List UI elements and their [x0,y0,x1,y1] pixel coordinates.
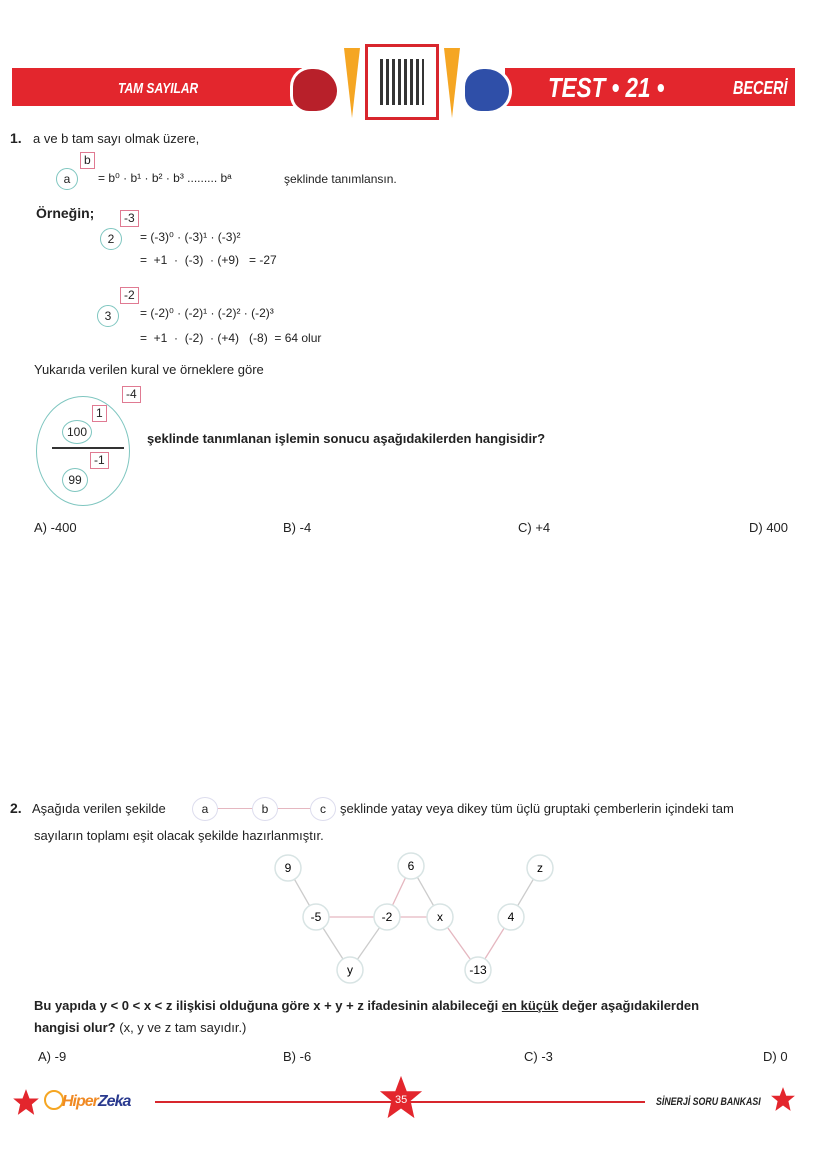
diagram-node [498,904,524,930]
expr-num-exp: 1 [92,405,107,422]
brand-name-b: Zeka [97,1093,131,1110]
q1-option-a[interactable]: A) -400 [34,520,77,535]
expr-den-exp: -1 [90,452,109,469]
rule-text: Yukarıda verilen kural ve örneklere göre [34,362,264,377]
diagram-node-label: x [437,910,443,924]
q2-intro-line2: sayıların toplamı eşit olacak şekilde hazırlanmıştır. [34,828,324,843]
ex2-line2: = +1 · (-2) · (+4) (-8) = 64 olur [140,331,322,345]
q2-intro-post: şeklinde yatay veya dikey tüm üçlü gruptaki çemberlerin içindeki tam [340,801,734,816]
test-type: BECERİ [733,78,788,98]
diagram-node [374,904,400,930]
series-title: SİNERJİ SORU BANKASI [656,1096,761,1108]
q2-question-line2: hangisi olur? [34,1020,116,1035]
example-label: Örneğin; [36,205,95,221]
q1-number: 1. [10,130,22,146]
def-tail: şeklinde tanımlansın. [284,172,397,186]
diagram-node [337,957,363,983]
chain-node-a: a [192,797,218,821]
def-rhs: = b⁰ · b¹ · b² · b³ ......... bᵃ [98,171,232,185]
brand-logo-icon [44,1090,64,1110]
q2-question-post: değer aşağıdakilerden [561,998,700,1013]
ex2-exp: -2 [120,287,139,304]
q2-question-line2-row [34,1020,246,1035]
chain-node-b: b [252,797,278,821]
diagram-node [398,853,424,879]
expr-outer-exp: -4 [122,386,141,403]
brand-name-a: Hiper [62,1093,98,1110]
diagram-node [465,957,491,983]
q1-option-d[interactable]: D) 400 [749,520,789,535]
q2-question [34,998,699,1013]
q2-number: 2. [10,800,22,816]
chain-node-c: c [310,797,336,821]
diagram-node [303,904,329,930]
diagram-node [427,904,453,930]
diagram-node [527,855,553,881]
diagram-node-label: 6 [407,859,415,873]
ex2-line1: = (-2)⁰ · (-2)¹ · (-2)² · (-2)³ [140,306,274,320]
topic-title: TAM SAYILAR [118,80,199,97]
diagram-node-label: 9 [284,861,292,875]
q2-option-d[interactable]: D) 0 [763,1049,788,1064]
ex2-base: 3 [97,305,119,327]
q2-intro-pre: Aşağıda verilen şekilde [32,801,166,816]
expr-num-base: 100 [62,420,92,444]
diagram-node [275,855,301,881]
q1-option-b[interactable]: B) -4 [283,520,312,535]
diagram-node-label: -2 [381,910,393,924]
q1-question: şeklinde tanımlanan işlemin sonucu aşağıdakilerden hangisidir? [147,431,546,446]
diagram-node-label: y [347,963,353,977]
diagram-node-label: 4 [507,910,515,924]
q2-option-a[interactable]: A) -9 [38,1049,67,1064]
star-icon [770,1086,796,1112]
expr-den-base: 99 [62,468,88,492]
diagram-node-label: -5 [310,910,322,924]
diagram-node-label: -13 [469,963,487,977]
q2-note: (x, y ve z tam sayıdır.) [119,1020,247,1035]
diagram-node-label: z [537,861,543,875]
q2-option-b[interactable]: B) -6 [283,1049,312,1064]
q2-option-c[interactable]: C) -3 [524,1049,553,1064]
q1-intro: a ve b tam sayı olmak üzere, [33,131,200,146]
ex1-line1: = (-3)⁰ · (-3)¹ · (-3)² [140,230,241,244]
ex1-base: 2 [100,228,122,250]
test-number: TEST • 21 • [548,72,665,103]
brand-name [62,1093,130,1111]
star-icon [12,1088,40,1116]
ex1-exp: -3 [120,210,139,227]
def-base-circle: a [56,168,78,190]
q2-question-pre: Bu yapıda y < 0 < x < z ilişkisi olduğuna göre x + y + z ifadesinin alabileceği [34,998,499,1013]
def-exp-box: b [80,152,95,169]
q2-question-emph: en küçük [501,998,559,1013]
ex1-line2: = +1 · (-3) · (+9) = -27 [140,253,277,267]
q1-option-c[interactable]: C) +4 [518,520,551,535]
page-number: 35 [395,1094,408,1106]
